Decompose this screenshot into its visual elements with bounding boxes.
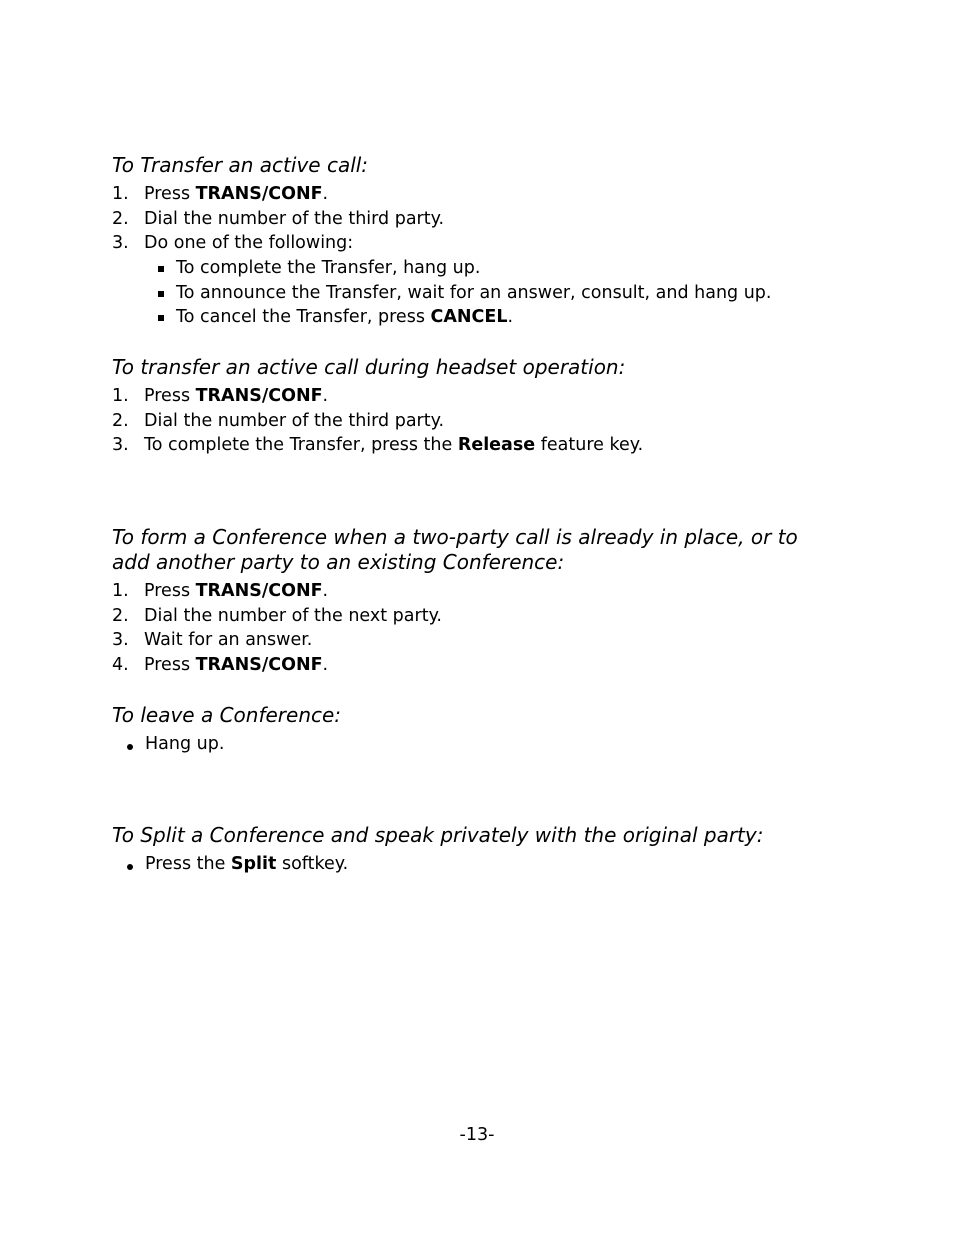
list-item xyxy=(112,433,832,458)
key-name: CANCEL xyxy=(430,307,508,328)
split-conference-items xyxy=(112,852,832,877)
step-text: To complete the Transfer, press the xyxy=(144,435,458,456)
key-name: Split xyxy=(230,854,277,874)
heading-line: add another party to an existing Conference: xyxy=(112,550,565,574)
conference-section xyxy=(112,525,832,677)
option-text: To announce the Transfer, wait for an answer, consult, and hang up. xyxy=(176,282,772,303)
step-text: feature key. xyxy=(535,435,644,456)
step-number: 4. xyxy=(112,654,129,675)
list-item xyxy=(112,852,832,877)
transfer-options xyxy=(112,256,832,330)
transfer-section xyxy=(112,153,832,330)
step-text: . xyxy=(322,184,329,204)
key-name: Release xyxy=(457,435,536,456)
transfer-steps xyxy=(112,182,832,256)
split-conference-heading: To Split a Conference and speak privately with the original party: xyxy=(112,823,764,847)
step-number: 3. xyxy=(112,233,129,254)
item-text: softkey. xyxy=(276,854,349,874)
step-text: . xyxy=(322,386,329,406)
step-text: Press xyxy=(144,581,196,601)
step-number: 1. xyxy=(112,386,129,406)
square-bullet-icon xyxy=(158,291,164,297)
step-text: Wait for an answer. xyxy=(144,630,313,651)
step-text: Dial the number of the next party. xyxy=(144,605,442,626)
step-number: 3. xyxy=(112,630,129,651)
option-text: . xyxy=(507,307,514,328)
headset-transfer-section xyxy=(112,355,832,458)
page-number: -13- xyxy=(459,1125,495,1145)
step-text: Press xyxy=(144,386,196,406)
square-bullet-icon xyxy=(158,266,164,272)
step-number: 2. xyxy=(112,605,129,626)
step-text: Press xyxy=(144,654,196,675)
list-item xyxy=(112,579,832,604)
step-number: 3. xyxy=(112,435,129,456)
square-bullet-icon xyxy=(158,315,164,321)
step-text: Press xyxy=(144,184,196,204)
list-item xyxy=(112,305,832,330)
list-item xyxy=(112,231,832,256)
step-number: 2. xyxy=(112,208,129,229)
key-name: TRANS/CONF xyxy=(195,386,323,406)
step-number: 1. xyxy=(112,184,129,204)
step-number: 2. xyxy=(112,410,129,431)
headset-transfer-steps xyxy=(112,384,832,458)
leave-conference-heading: To leave a Conference: xyxy=(112,703,342,727)
conference-steps xyxy=(112,579,832,677)
leave-conference-section xyxy=(112,703,832,757)
list-item xyxy=(112,409,832,434)
step-text: Dial the number of the third party. xyxy=(144,208,445,229)
heading-line: To form a Conference when a two-party call is already in place, or to xyxy=(112,525,798,549)
round-bullet-icon xyxy=(127,744,133,750)
step-number: 1. xyxy=(112,581,129,601)
list-item xyxy=(112,281,832,306)
leave-conference-items xyxy=(112,732,832,757)
key-name: TRANS/CONF xyxy=(195,654,323,675)
option-text: To complete the Transfer, hang up. xyxy=(176,257,481,278)
split-conference-section xyxy=(112,823,832,877)
item-text: Hang up. xyxy=(145,734,225,754)
key-name: TRANS/CONF xyxy=(195,184,323,204)
conference-heading xyxy=(112,525,832,575)
round-bullet-icon xyxy=(127,864,133,870)
list-item xyxy=(112,653,832,678)
list-item xyxy=(112,628,832,653)
list-item xyxy=(112,256,832,281)
item-text: Press the xyxy=(145,854,231,874)
list-item xyxy=(112,604,832,629)
option-text: To cancel the Transfer, press xyxy=(176,307,431,328)
list-item xyxy=(112,182,832,207)
key-name: TRANS/CONF xyxy=(195,581,323,601)
step-text: Dial the number of the third party. xyxy=(144,410,445,431)
list-item xyxy=(112,732,832,757)
list-item xyxy=(112,207,832,232)
headset-transfer-heading: To transfer an active call during headset operation: xyxy=(112,355,626,379)
step-text: . xyxy=(322,581,329,601)
step-text: . xyxy=(322,654,329,675)
transfer-heading: To Transfer an active call: xyxy=(112,153,369,177)
step-text: Do one of the following: xyxy=(144,233,354,254)
list-item xyxy=(112,384,832,409)
